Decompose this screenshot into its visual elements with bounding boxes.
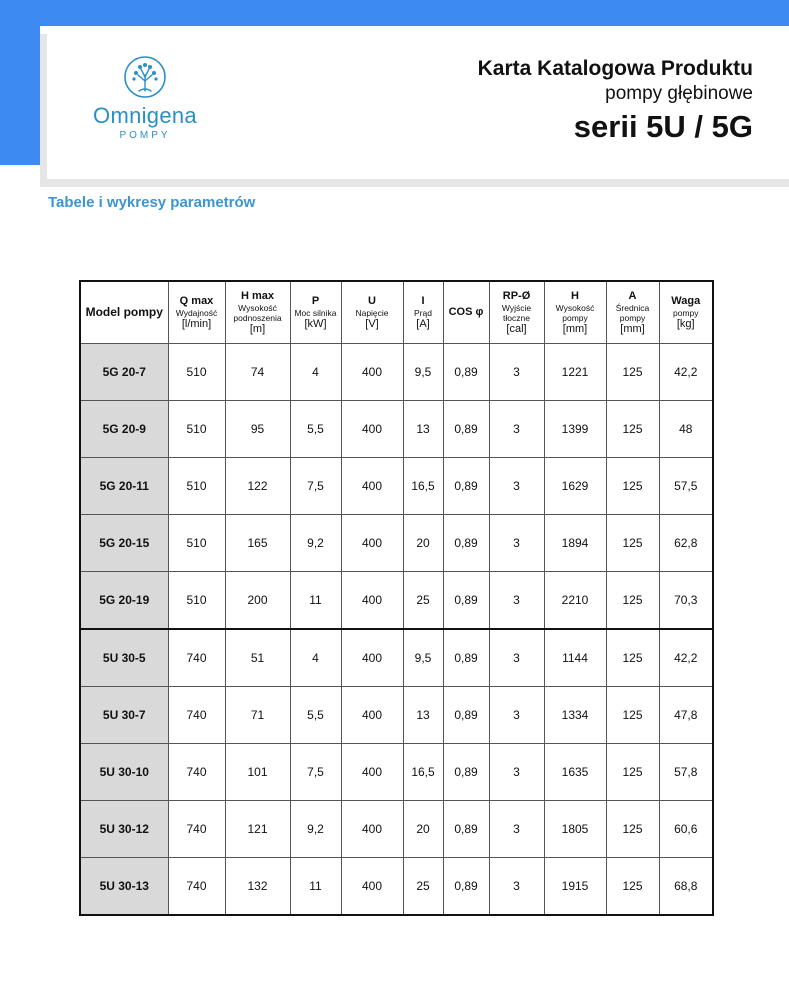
- table-cell: 62,8: [659, 515, 713, 572]
- table-cell: 1805: [544, 801, 606, 858]
- table-cell: 9,2: [290, 515, 341, 572]
- brand-logo: [80, 55, 210, 141]
- table-row: [80, 515, 713, 572]
- table-cell: 0,89: [443, 801, 489, 858]
- table-header-row: [80, 281, 713, 344]
- table-cell: 51: [225, 629, 290, 687]
- table-cell: 400: [341, 858, 403, 916]
- table-cell: 0,89: [443, 401, 489, 458]
- model-cell: 5G 20-19: [80, 572, 168, 630]
- model-cell: 5G 20-7: [80, 344, 168, 401]
- table-cell: 1635: [544, 744, 606, 801]
- table-cell: 132: [225, 858, 290, 916]
- title-block: [478, 56, 753, 146]
- table-cell: 740: [168, 629, 225, 687]
- table-cell: 510: [168, 572, 225, 630]
- table-cell: 122: [225, 458, 290, 515]
- model-cell: 5U 30-5: [80, 629, 168, 687]
- table-cell: 70,3: [659, 572, 713, 630]
- table-cell: 125: [606, 401, 659, 458]
- model-cell: 5G 20-15: [80, 515, 168, 572]
- parameters-table: [79, 280, 714, 916]
- header-pump-height: H Wysokość pompy [mm]: [544, 281, 606, 344]
- header-voltage: U Napięcie [V]: [341, 281, 403, 344]
- table-cell: 3: [489, 629, 544, 687]
- table-cell: 121: [225, 801, 290, 858]
- table-cell: 47,8: [659, 687, 713, 744]
- table-row: [80, 344, 713, 401]
- table-cell: 3: [489, 572, 544, 630]
- table-cell: 3: [489, 515, 544, 572]
- table-cell: 13: [403, 687, 443, 744]
- header-weight: Waga pompy [kg]: [659, 281, 713, 344]
- table-cell: 0,89: [443, 629, 489, 687]
- table-row: [80, 401, 713, 458]
- table-row: [80, 572, 713, 630]
- table-cell: 125: [606, 572, 659, 630]
- model-cell: 5G 20-11: [80, 458, 168, 515]
- table-cell: 400: [341, 515, 403, 572]
- brand-subtitle: POMPY: [119, 130, 171, 141]
- table-cell: 510: [168, 401, 225, 458]
- table-cell: 125: [606, 687, 659, 744]
- table-cell: 125: [606, 801, 659, 858]
- table-cell: 9,2: [290, 801, 341, 858]
- table-cell: 125: [606, 344, 659, 401]
- table-cell: 0,89: [443, 515, 489, 572]
- table-cell: 7,5: [290, 744, 341, 801]
- product-series: serii 5U / 5G: [573, 109, 753, 144]
- table-cell: 3: [489, 744, 544, 801]
- table-row: [80, 744, 713, 801]
- table-cell: 4: [290, 344, 341, 401]
- table-cell: 3: [489, 458, 544, 515]
- product-category: pompy głębinowe: [605, 83, 753, 104]
- table-cell: 1144: [544, 629, 606, 687]
- header-outlet: RP-Ø Wyjście tłoczne [cal]: [489, 281, 544, 344]
- model-cell: 5U 30-7: [80, 687, 168, 744]
- table-cell: 400: [341, 801, 403, 858]
- table-cell: 7,5: [290, 458, 341, 515]
- table-row: [80, 458, 713, 515]
- header-q-max: Q max Wydajność [l/min]: [168, 281, 225, 344]
- table-cell: 400: [341, 629, 403, 687]
- brand-name: Omnigena: [93, 103, 197, 128]
- table-cell: 74: [225, 344, 290, 401]
- table-cell: 0,89: [443, 572, 489, 630]
- table-cell: 3: [489, 344, 544, 401]
- table-cell: 740: [168, 801, 225, 858]
- table-cell: 95: [225, 401, 290, 458]
- table-cell: 11: [290, 572, 341, 630]
- table-cell: 165: [225, 515, 290, 572]
- table-cell: 510: [168, 344, 225, 401]
- table-cell: 400: [341, 458, 403, 515]
- table-cell: 57,8: [659, 744, 713, 801]
- table-cell: 400: [341, 687, 403, 744]
- table-cell: 740: [168, 858, 225, 916]
- top-accent-band: [0, 0, 789, 26]
- table-cell: 400: [341, 401, 403, 458]
- table-cell: 2210: [544, 572, 606, 630]
- table-cell: 48: [659, 401, 713, 458]
- table-cell: 0,89: [443, 458, 489, 515]
- table-cell: 101: [225, 744, 290, 801]
- table-cell: 1894: [544, 515, 606, 572]
- table-cell: 1629: [544, 458, 606, 515]
- table-cell: 400: [341, 744, 403, 801]
- table-cell: 1399: [544, 401, 606, 458]
- table-cell: 13: [403, 401, 443, 458]
- table-cell: 11: [290, 858, 341, 916]
- model-cell: 5G 20-9: [80, 401, 168, 458]
- table-cell: 1915: [544, 858, 606, 916]
- table-cell: 9,5: [403, 344, 443, 401]
- table-cell: 9,5: [403, 629, 443, 687]
- table-cell: 125: [606, 515, 659, 572]
- table-cell: 3: [489, 687, 544, 744]
- table-cell: 740: [168, 687, 225, 744]
- table-cell: 5,5: [290, 687, 341, 744]
- table-row: [80, 858, 713, 916]
- header-current: I Prąd [A]: [403, 281, 443, 344]
- header-diameter: A Średnica pompy [mm]: [606, 281, 659, 344]
- section-title: Tabele i wykresy parametrów: [48, 194, 256, 211]
- table-cell: 125: [606, 458, 659, 515]
- table-cell: 200: [225, 572, 290, 630]
- table-row: [80, 687, 713, 744]
- table-cell: 0,89: [443, 744, 489, 801]
- table-cell: 740: [168, 744, 225, 801]
- table-row: [80, 801, 713, 858]
- table-cell: 3: [489, 858, 544, 916]
- table-cell: 400: [341, 344, 403, 401]
- tree-logo-icon: [123, 55, 167, 99]
- model-cell: 5U 30-13: [80, 858, 168, 916]
- table-cell: 60,6: [659, 801, 713, 858]
- table-cell: 42,2: [659, 629, 713, 687]
- table-cell: 0,89: [443, 687, 489, 744]
- table-cell: 3: [489, 801, 544, 858]
- table-cell: 125: [606, 744, 659, 801]
- table-cell: 20: [403, 515, 443, 572]
- model-cell: 5U 30-10: [80, 744, 168, 801]
- table-cell: 25: [403, 572, 443, 630]
- table-cell: 0,89: [443, 858, 489, 916]
- table-cell: 4: [290, 629, 341, 687]
- table-cell: 68,8: [659, 858, 713, 916]
- header-h-max: H max Wysokość podnoszenia [m]: [225, 281, 290, 344]
- table-cell: 3: [489, 401, 544, 458]
- left-accent-band: [0, 0, 40, 165]
- table-cell: 20: [403, 801, 443, 858]
- table-cell: 5,5: [290, 401, 341, 458]
- table-cell: 1221: [544, 344, 606, 401]
- table-cell: 42,2: [659, 344, 713, 401]
- model-cell: 5U 30-12: [80, 801, 168, 858]
- table-cell: 510: [168, 515, 225, 572]
- header-power: P Moc silnika [kW]: [290, 281, 341, 344]
- table-cell: 16,5: [403, 458, 443, 515]
- table-cell: 16,5: [403, 744, 443, 801]
- document-title: Karta Katalogowa Produktu: [477, 57, 753, 80]
- header-model: Model pompy: [80, 281, 168, 344]
- table-cell: 25: [403, 858, 443, 916]
- table-cell: 57,5: [659, 458, 713, 515]
- table-cell: 1334: [544, 687, 606, 744]
- table-row: [80, 629, 713, 687]
- table-cell: 510: [168, 458, 225, 515]
- header-cos-phi: COS φ: [443, 281, 489, 344]
- table-cell: 125: [606, 629, 659, 687]
- table-cell: 400: [341, 572, 403, 630]
- table-cell: 0,89: [443, 344, 489, 401]
- table-cell: 71: [225, 687, 290, 744]
- table-cell: 125: [606, 858, 659, 916]
